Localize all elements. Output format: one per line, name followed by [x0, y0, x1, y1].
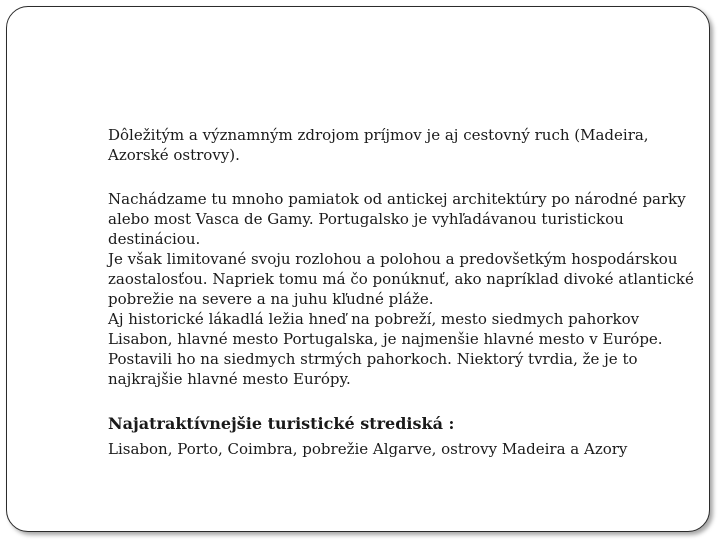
- slide-content: [108, 125, 698, 459]
- tourist-destinations-heading: Najatraktívnejšie turistické strediská :: [108, 414, 455, 433]
- tourist-destinations-list: Lisabon, Porto, Coimbra, pobrežie Algarve, ostrovy Madeira a Azory: [108, 440, 628, 458]
- paragraph-limitations: Je však limitované svoju rozlohou a polohou a predovšetkým hospodárskou zaostalosťou. Napriek tomu má čo ponúknuť, ako napríklad divoké atlantické pobrežie na severe a na juhu kľudné pláže.: [108, 250, 694, 308]
- paragraph-tourism-income: Dôležitým a významným zdrojom príjmov je aj cestovný ruch (Madeira, Azorské ostrovy).: [108, 126, 649, 164]
- paragraph-lisbon: Aj historické lákadlá ležia hneď na pobreží, mesto siedmych pahorkov Lisabon, hlavné mesto Portugalska, je najmenšie hlavné mesto v Európe. Postavili ho na siedmych strmých pahorkoch. Niektorý tvrdia, že je to najkrajšie hlavné mesto Európy.: [108, 310, 663, 388]
- paragraph-monuments: Nachádzame tu mnoho pamiatok od antickej architektúry po národné parky alebo most Vasca de Gamy. Portugalsko je vyhľadávanou turistickou destináciou.: [108, 190, 686, 248]
- slide-frame: [6, 6, 710, 532]
